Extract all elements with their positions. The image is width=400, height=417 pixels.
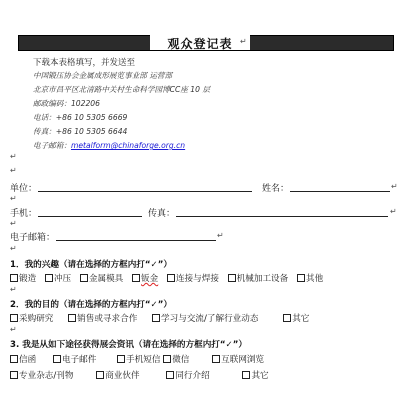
- checkbox-icon[interactable]: [117, 355, 125, 363]
- option-checkbox[interactable]: 锻造: [10, 274, 36, 284]
- question-1-title: 1．我的兴趣（请在选择的方框内打“✓”）: [10, 260, 172, 270]
- checkbox-icon[interactable]: [297, 274, 305, 282]
- fax-label: 传真：: [148, 209, 176, 219]
- organizer-name: 中国锻压协会金属成形展览事业部 运营部: [33, 71, 173, 80]
- mobile-field[interactable]: [38, 216, 142, 217]
- checkbox-icon[interactable]: [45, 274, 53, 282]
- checkbox-icon[interactable]: [10, 355, 18, 363]
- unit-field[interactable]: [38, 191, 252, 192]
- option-checkbox[interactable]: 机械加工设备: [228, 274, 289, 284]
- checkbox-icon[interactable]: [283, 314, 291, 322]
- paragraph-mark: ↵: [390, 207, 397, 216]
- organizer-postcode: 邮政编码：102206: [33, 99, 100, 108]
- name-field[interactable]: [290, 191, 390, 192]
- intro-text: 下载本表格填写，并发送至: [33, 58, 136, 68]
- organizer-email-row: [33, 140, 185, 151]
- checkbox-icon[interactable]: [212, 355, 220, 363]
- fax-field[interactable]: [176, 216, 388, 217]
- checkbox-icon[interactable]: [167, 274, 175, 282]
- checkbox-icon[interactable]: [132, 274, 140, 282]
- checkbox-icon[interactable]: [96, 371, 104, 379]
- checkbox-icon[interactable]: [10, 371, 18, 379]
- option-checkbox[interactable]: 其他: [297, 274, 323, 284]
- question-3-options-row-2: [10, 369, 269, 381]
- organizer-email-label: 电子邮箱：: [33, 141, 71, 150]
- checkbox-icon[interactable]: [152, 314, 160, 322]
- paragraph-mark: ↵: [391, 182, 398, 191]
- option-checkbox[interactable]: 电子邮件: [53, 355, 96, 365]
- option-checkbox[interactable]: 采购研究: [10, 314, 53, 324]
- option-checkbox[interactable]: 销售或寻求合作: [68, 314, 137, 324]
- option-checkbox[interactable]: 钣金: [132, 274, 158, 284]
- organizer-email-link[interactable]: metalform@chinaforge.org.cn: [70, 141, 186, 150]
- option-checkbox[interactable]: 微信: [163, 355, 189, 365]
- paragraph-mark: ↵: [10, 285, 17, 294]
- option-checkbox[interactable]: 学习与交流/了解行业动态: [152, 314, 258, 324]
- option-checkbox[interactable]: 其它: [242, 371, 268, 381]
- checkbox-icon[interactable]: [10, 314, 18, 322]
- mobile-label: 手机：: [10, 209, 38, 219]
- paragraph-mark: ↵: [10, 152, 17, 161]
- paragraph-mark: ↵: [10, 194, 17, 203]
- option-checkbox[interactable]: 金属模具: [80, 274, 123, 284]
- organizer-address: 北京市昌平区北清路中关村生命科学园博CC座 10 层: [33, 85, 210, 94]
- question-3-title: 3. 我是从如下途径获得展会资讯（请在选择的方框内打“✓”）: [10, 340, 247, 350]
- checkbox-icon[interactable]: [163, 355, 171, 363]
- checkbox-icon[interactable]: [166, 371, 174, 379]
- option-checkbox[interactable]: 冲压: [45, 274, 71, 284]
- paragraph-mark: ↵: [10, 166, 17, 175]
- option-checkbox[interactable]: 手机短信: [117, 355, 160, 365]
- question-3-options-row-1: [10, 353, 264, 365]
- checkbox-icon[interactable]: [53, 355, 61, 363]
- option-checkbox[interactable]: 同行介绍: [166, 371, 209, 381]
- paragraph-mark: ↵: [240, 37, 247, 46]
- checkbox-icon[interactable]: [228, 274, 236, 282]
- organizer-phone: 电话：+86 10 5305 6669: [33, 113, 128, 122]
- page-title: 观众登记表: [167, 37, 233, 51]
- option-checkbox[interactable]: 专业杂志/刊物: [10, 371, 73, 381]
- option-checkbox[interactable]: 商业伙伴: [96, 371, 139, 381]
- organizer-fax: 传真：+86 10 5305 6644: [33, 127, 128, 136]
- question-1-options: [10, 272, 323, 284]
- question-2-title: 2．我的目的（请在选择的方框内打“✓”）: [10, 300, 172, 310]
- checkbox-icon[interactable]: [68, 314, 76, 322]
- paragraph-mark: ↵: [10, 325, 17, 334]
- email-label: 电子邮箱：: [10, 233, 56, 243]
- checkbox-icon[interactable]: [242, 371, 250, 379]
- paragraph-mark: ↵: [10, 244, 17, 253]
- checkbox-icon[interactable]: [80, 274, 88, 282]
- email-field[interactable]: [56, 240, 216, 241]
- paragraph-mark: ↵: [10, 219, 17, 228]
- question-2-options: [10, 312, 309, 324]
- option-checkbox[interactable]: 其它: [283, 314, 309, 324]
- unit-label: 单位：: [10, 184, 38, 194]
- option-checkbox[interactable]: 连接与焊接: [167, 274, 219, 284]
- checkbox-icon[interactable]: [10, 274, 18, 282]
- option-checkbox[interactable]: 信函: [10, 355, 36, 365]
- option-checkbox[interactable]: 互联网浏览: [212, 355, 264, 365]
- name-label: 姓名：: [262, 184, 290, 194]
- paragraph-mark: ↵: [217, 231, 224, 240]
